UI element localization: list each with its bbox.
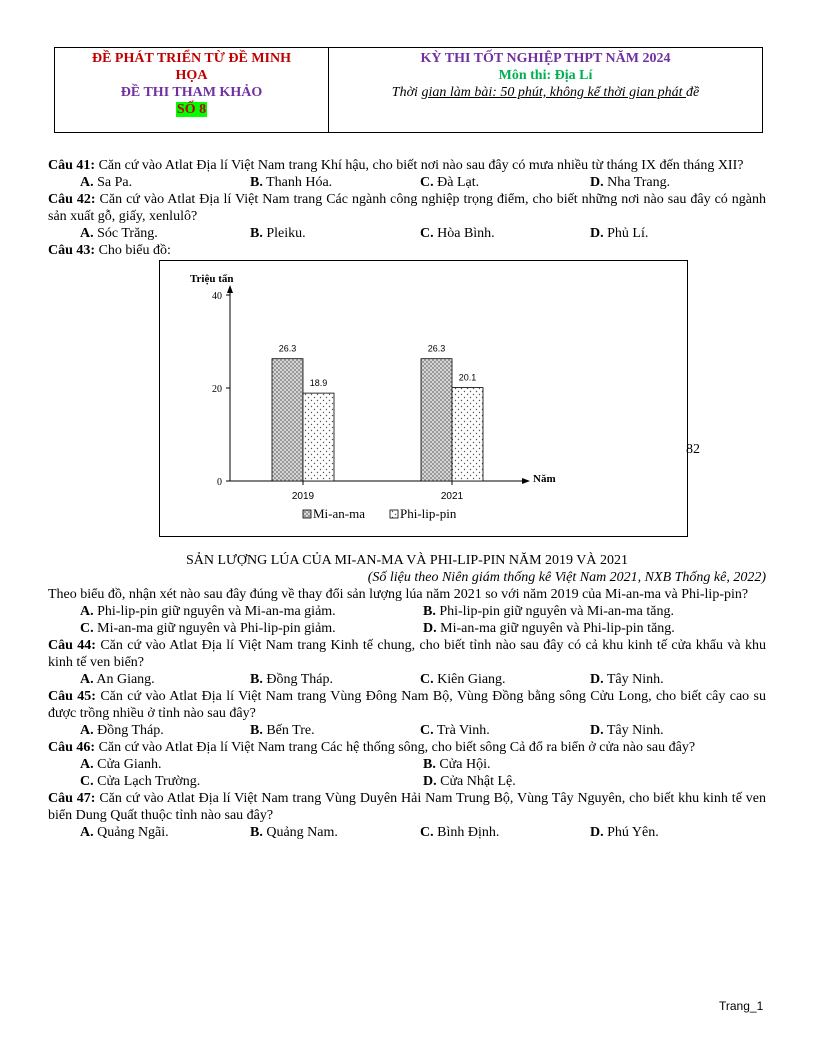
option-d: D. Mi-an-ma giữ nguyên và Phi-lip-pin tăng. <box>423 621 675 636</box>
option-a: A. Sa Pa. <box>80 175 133 190</box>
option-c: C. Hòa Bình. <box>420 226 495 241</box>
exam-duration: Thời gian làm bài: 50 phút, không kể thời gian phát đề <box>391 85 700 100</box>
y-tick-label: 40 <box>212 291 222 302</box>
question-41: Câu 41: Căn cứ vào Atlat Địa lí Việt Nam trang Khí hậu, cho biết nơi nào sau đây có mưa nhiều từ tháng IX đến tháng XII? <box>48 158 744 173</box>
question-43-stem: Theo biểu đồ, nhận xét nào sau đây đúng về thay đổi sản lượng lúa năm 2021 so với năm 2019 của Mi-an-ma và Phi-lip-pin? <box>48 587 749 602</box>
option-c: C. Cửa Lạch Trường. <box>80 774 201 789</box>
header-right-cell <box>329 48 763 133</box>
rice-production-chart <box>159 260 688 537</box>
y-axis-arrow <box>227 285 233 293</box>
question-43-options-row1 <box>48 603 766 620</box>
option-d: D. Tây Ninh. <box>590 723 664 738</box>
option-a: A. Đồng Tháp. <box>80 723 164 738</box>
option-a: A. Quảng Ngãi. <box>80 825 169 840</box>
question-43-options-row2 <box>48 620 766 637</box>
option-b: B. Đồng Tháp. <box>250 672 333 687</box>
exam-content <box>48 157 766 841</box>
option-a: A. Sóc Trăng. <box>80 226 158 241</box>
legend-swatch <box>390 510 398 518</box>
question-47-options <box>48 824 766 841</box>
bar <box>421 359 452 481</box>
option-d: D. Cửa Nhật Lệ. <box>423 774 516 789</box>
exam-title: KỲ THI TỐT NGHIỆP THPT NĂM 2024 <box>420 51 671 66</box>
bar-value-label: 26.3 <box>278 343 297 354</box>
question-46-options-row1 <box>48 756 766 773</box>
chart-legend <box>303 506 457 521</box>
option-d: D. Phú Yên. <box>590 825 659 840</box>
question-46: Câu 46: Căn cứ vào Atlat Địa lí Việt Nam trang Các hệ thống sông, cho biết sông Cả đổ ra biển ở cửa nào sau đây? <box>48 740 696 755</box>
header-left-cell <box>55 48 329 133</box>
exam-number-badge: SỐ 8 <box>176 102 207 117</box>
option-a: A. Phi-lip-pin giữ nguyên và Mi-an-ma giảm. <box>80 604 336 619</box>
exam-header <box>54 47 763 133</box>
option-c: C. Bình Định. <box>420 825 500 840</box>
option-a: A. Cửa Gianh. <box>80 757 162 772</box>
y-tick-label: 0 <box>217 477 222 488</box>
chart-source: (Số liệu theo Niên giám thống kê Việt Nam 2021, NXB Thống kê, 2022) <box>367 570 766 585</box>
question-47: Câu 47: Căn cứ vào Atlat Địa lí Việt Nam trang Vùng Duyên Hải Nam Trung Bộ, Vùng Tây Nguyên, cho biết khu kinh tế ven biển Dung Quất thuộc tỉnh nào sau đây? <box>48 791 767 823</box>
option-d: D. Nha Trang. <box>590 175 671 190</box>
header-left-line1: ĐỀ PHÁT TRIỂN TỪ ĐỀ MINH <box>91 51 291 66</box>
header-left-line3: ĐỀ THI THAM KHẢO <box>120 85 263 100</box>
option-d: D. Tây Ninh. <box>590 672 664 687</box>
x-axis-title: Năm <box>533 473 556 485</box>
stray-page-number: 82 <box>686 442 700 457</box>
legend-label: Phi-lip-pin <box>400 506 457 521</box>
legend-label: Mi-an-ma <box>313 506 365 521</box>
option-a: A. An Giang. <box>80 672 155 687</box>
chart-svg <box>160 261 687 536</box>
option-b: B. Cửa Hội. <box>423 757 491 772</box>
option-b: B. Bến Tre. <box>250 723 315 738</box>
question-45: Câu 45: Căn cứ vào Atlat Địa lí Việt Nam trang Vùng Đông Nam Bộ, Vùng Đồng bằng sông Cửu Long, cho biết cây cao su được trồng nhiều ở tỉnh nào sau đây? <box>48 689 766 721</box>
option-b: B. Phi-lip-pin giữ nguyên và Mi-an-ma tăng. <box>423 604 675 619</box>
question-42: Câu 42: Căn cứ vào Atlat Địa lí Việt Nam trang Các ngành công nghiệp trọng điểm, cho biết những nơi nào sau đây có ngành sản xuất gỗ, giấy, xenlulô? <box>48 192 767 224</box>
option-c: C. Đà Lạt. <box>420 175 480 190</box>
question-45-options <box>48 722 766 739</box>
x-tick-label: 2019 <box>291 491 315 502</box>
question-44: Câu 44: Căn cứ vào Atlat Địa lí Việt Nam trang Kinh tế chung, cho biết tỉnh nào sau đây có cả khu kinh tế cửa khẩu và khu kinh tế ven biển? <box>48 638 767 670</box>
question-44-options <box>48 671 766 688</box>
question-41-options <box>48 174 766 191</box>
y-axis-title: Triệu tấn <box>190 273 234 285</box>
option-c: C. Trà Vinh. <box>420 723 490 738</box>
y-tick-label: 20 <box>212 384 222 395</box>
bar-value-label: 26.3 <box>427 343 446 354</box>
question-43: Câu 43: Cho biểu đồ: <box>48 243 171 258</box>
option-b: B. Quảng Nam. <box>250 825 338 840</box>
question-42-options <box>48 225 766 242</box>
bar-value-label: 20.1 <box>458 372 477 383</box>
header-left-line2: HỌA <box>175 68 208 83</box>
option-b: B. Thanh Hóa. <box>250 175 333 190</box>
exam-subject: Môn thi: Địa Lí <box>498 68 593 83</box>
option-b: B. Pleiku. <box>250 226 306 241</box>
option-d: D. Phủ Lí. <box>590 226 649 241</box>
bar <box>303 393 334 481</box>
bar-value-label: 18.9 <box>309 378 328 389</box>
question-46-options-row2 <box>48 773 766 790</box>
option-c: C. Kiên Giang. <box>420 672 506 687</box>
x-tick-label: 2021 <box>440 491 464 502</box>
legend-swatch <box>303 510 311 518</box>
option-c: C. Mi-an-ma giữ nguyên và Phi-lip-pin giảm. <box>80 621 336 636</box>
chart-bars <box>272 359 483 481</box>
bar <box>452 388 483 481</box>
x-axis-arrow <box>522 478 530 484</box>
page-footer: Trang_1 <box>719 999 764 1013</box>
chart-caption: SẢN LƯỢNG LÚA CỦA MI-AN-MA VÀ PHI-LIP-PIN NĂM 2019 VÀ 2021 <box>185 553 629 568</box>
bar <box>272 359 303 481</box>
